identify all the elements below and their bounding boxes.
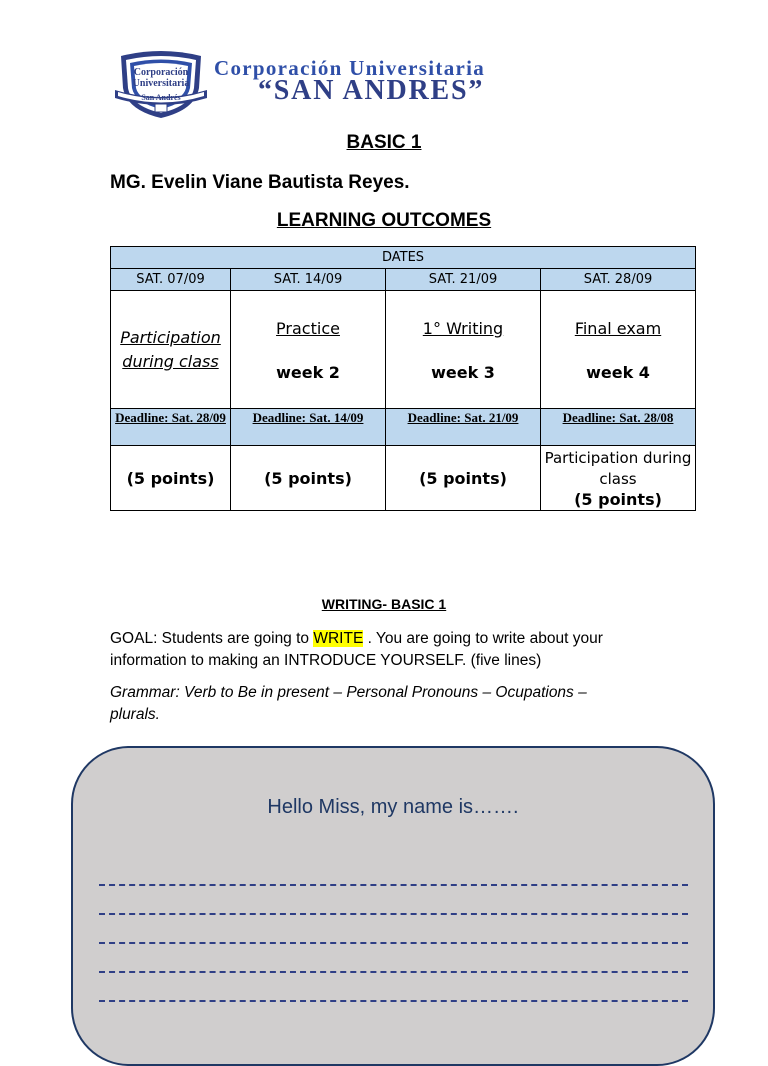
goal-text-start: GOAL: Students are going to bbox=[110, 630, 314, 647]
task-week: week 3 bbox=[431, 363, 495, 382]
date-cell: SAT. 21/09 bbox=[386, 269, 541, 291]
seal-text-line3: San Andrés bbox=[141, 93, 181, 102]
task-week: week 4 bbox=[586, 363, 650, 382]
task-title: Participation during class bbox=[120, 327, 221, 371]
goal-text bbox=[110, 628, 650, 672]
writing-title: WRITING- BASIC 1 bbox=[321, 596, 447, 612]
writing-line[interactable] bbox=[99, 942, 688, 944]
deadline-cell: Deadline: Sat. 28/09 bbox=[111, 409, 231, 446]
date-cell: SAT. 14/09 bbox=[231, 269, 386, 291]
deadline-cell: Deadline: Sat. 21/09 bbox=[386, 409, 541, 446]
task-cell bbox=[111, 291, 231, 409]
institution-subtitle: “SAN ANDRES” bbox=[258, 75, 485, 106]
task-title: 1° Writing bbox=[422, 319, 504, 338]
seal-text-line2: Universitaria bbox=[132, 78, 190, 89]
points-cell: (5 points) bbox=[386, 446, 541, 511]
seal-text-line1: Corporación bbox=[133, 67, 189, 78]
writing-box bbox=[71, 746, 715, 1066]
institution-name: Corporación Universitaria bbox=[214, 56, 486, 80]
writing-prompt: Hello Miss, my name is……. bbox=[267, 796, 519, 818]
task-cell bbox=[231, 291, 386, 409]
points-cell: (5 points) bbox=[231, 446, 386, 511]
writing-line[interactable] bbox=[99, 971, 688, 973]
date-cell: SAT. 28/09 bbox=[541, 269, 696, 291]
writing-line[interactable] bbox=[99, 1000, 688, 1002]
date-cell: SAT. 07/09 bbox=[111, 269, 231, 291]
points-value: (5 points) bbox=[574, 489, 662, 509]
task-week: week 2 bbox=[276, 363, 340, 382]
points-note: Participation during class bbox=[544, 448, 692, 488]
task-cell bbox=[386, 291, 541, 409]
outcomes-title: LEARNING OUTCOMES bbox=[276, 210, 492, 231]
writing-line[interactable] bbox=[99, 884, 688, 886]
grammar-text: Grammar: Verb to Be in present – Personal Pronouns – Ocupations – plurals. bbox=[110, 684, 587, 723]
highlighted-word: WRITE bbox=[313, 630, 364, 647]
dates-header: DATES bbox=[111, 247, 696, 269]
goal-text-end: . You are going to write about your information to making an INTRODUCE YOURSELF. (five lines) bbox=[110, 630, 603, 669]
task-cell bbox=[541, 291, 696, 409]
writing-line[interactable] bbox=[99, 913, 688, 915]
university-seal-logo bbox=[113, 48, 209, 120]
task-title: Practice bbox=[276, 319, 340, 338]
deadline-cell: Deadline: Sat. 14/09 bbox=[231, 409, 386, 446]
teacher-name: MG. Evelin Viane Bautista Reyes. bbox=[110, 172, 410, 193]
deadline-cell: Deadline: Sat. 28/08 bbox=[541, 409, 696, 446]
course-title: BASIC 1 bbox=[346, 132, 422, 153]
points-cell: (5 points) bbox=[111, 446, 231, 511]
task-title: Final exam bbox=[574, 319, 662, 338]
learning-outcomes-table bbox=[110, 246, 696, 511]
points-cell bbox=[541, 446, 696, 511]
